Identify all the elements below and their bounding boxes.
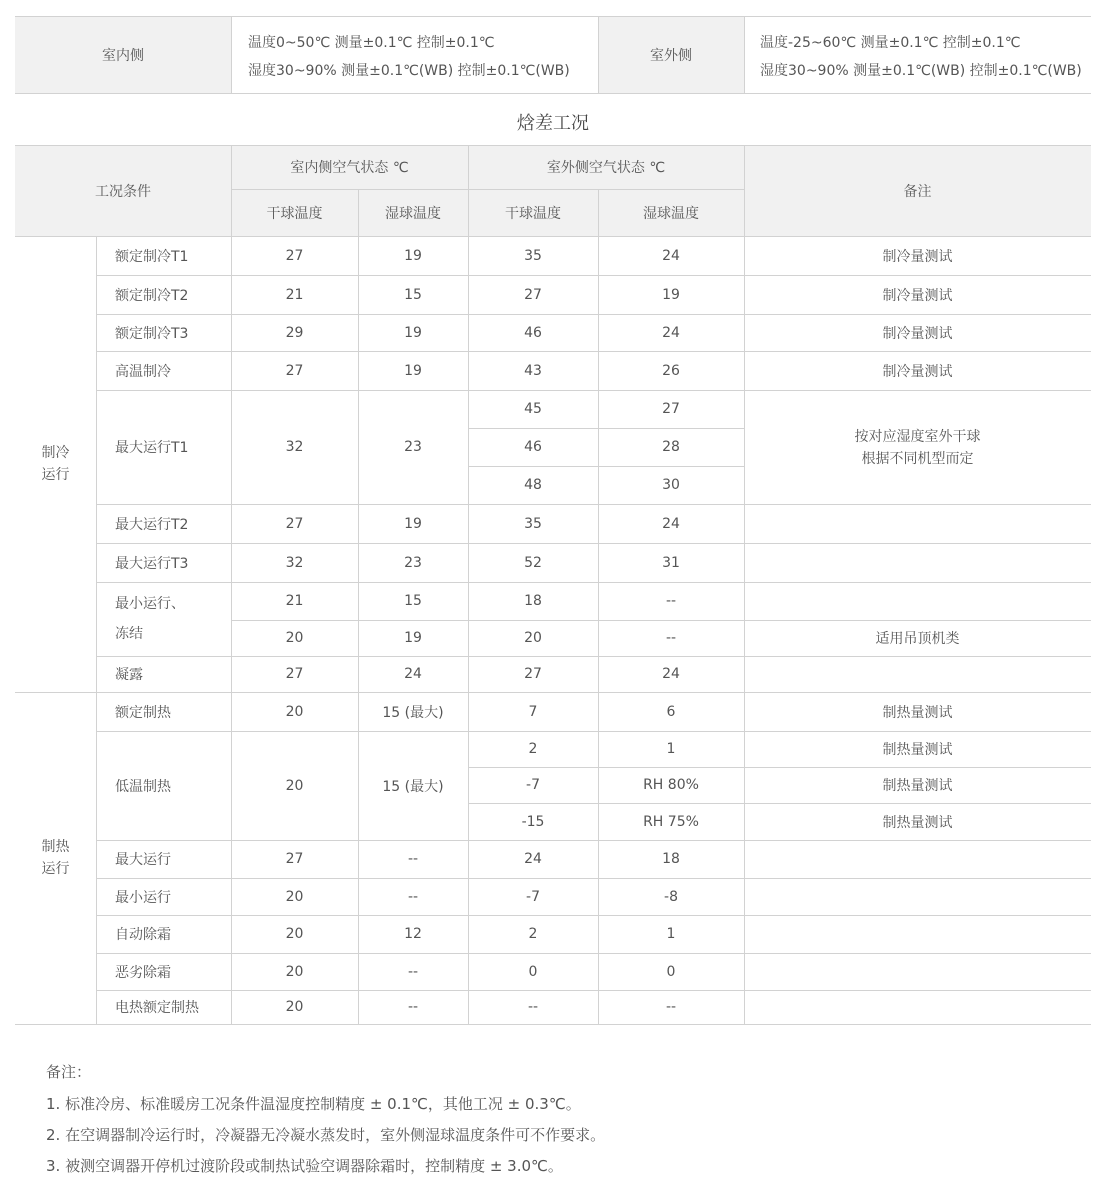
indoor-dry: 32 (285, 439, 304, 455)
row-name: 凝露 (115, 667, 143, 683)
outdoor-wet: 6 (666, 703, 676, 720)
remark: 制冷量测试 (882, 248, 953, 265)
indoor-wet: 19 (404, 324, 422, 341)
indoor-dry: 27 (285, 247, 304, 264)
remark: 制冷量测试 (882, 363, 953, 380)
outdoor-dry: 18 (524, 593, 542, 609)
row-name: 最大运行 (115, 852, 171, 868)
row-name: 自动除霜 (115, 927, 171, 943)
outdoor-wet: 27 (662, 401, 680, 417)
remark: 制冷量测试 (882, 325, 953, 342)
row-name: 额定制冷T2 (115, 287, 189, 304)
indoor-dry: 20 (285, 888, 304, 905)
row-name-line1: 最小运行、 (115, 596, 185, 612)
indoor-dry: 20 (285, 963, 304, 980)
outdoor-dry: 2 (528, 741, 538, 757)
remark: 制冷量测试 (882, 287, 953, 304)
row-name: 额定制热 (115, 704, 171, 721)
note-2: 2. 在空调器制冷运行时，冷凝器无冷凝水蒸发时，室外侧湿球温度条件可不作要求。 (46, 1126, 606, 1144)
indoor-dry: 32 (285, 554, 304, 571)
row-name: 低温制热 (115, 778, 171, 795)
indoor-wet: 15 (404, 286, 422, 303)
group-cooling-line2: 运行 (41, 467, 70, 483)
outdoor-dry: 46 (524, 324, 542, 341)
outdoor-wet: -- (665, 630, 677, 646)
indoor-dry: 20 (285, 777, 304, 794)
row-name: 最大运行T2 (115, 516, 189, 533)
group-cooling-line1: 制冷 (41, 445, 70, 461)
table-title: 焓差工况 (517, 113, 589, 134)
row-name (115, 582, 185, 656)
outdoor-dry: 0 (528, 963, 538, 980)
indoor-wet: 19 (404, 247, 422, 264)
indoor-wet: 19 (404, 630, 422, 646)
row-name: 最大运行T1 (115, 440, 189, 456)
indoor-wet: 19 (404, 362, 422, 379)
indoor-dry: 27 (285, 851, 304, 867)
row-name: 最大运行T3 (115, 555, 189, 572)
header-remarks: 备注 (903, 183, 932, 200)
outdoor-dry: 35 (524, 247, 542, 264)
outdoor-wet: 1 (666, 926, 676, 942)
outdoor-wet: 28 (662, 439, 680, 455)
remark-line1: 按对应湿度室外干球 (854, 429, 981, 445)
group-heating (15, 692, 96, 1024)
row-name: 额定制冷T1 (115, 248, 189, 265)
group-cooling (15, 236, 96, 692)
indoor-wet: 24 (404, 666, 422, 682)
indoor-wet: 23 (404, 439, 422, 455)
header-indoor-air: 室内侧空气状态 ℃ (290, 160, 409, 176)
outdoor-wet: -- (665, 593, 677, 609)
indoor-wet: 15 (最大) (382, 778, 444, 795)
outdoor-dry: -15 (521, 813, 545, 830)
outdoor-wet: 1 (666, 741, 676, 757)
remark: 制热量测试 (882, 742, 953, 758)
remark: 制热量测试 (882, 778, 953, 794)
outdoor-dry: 45 (524, 401, 542, 417)
indoor-dry: 27 (285, 515, 304, 532)
indoor-dry: 21 (285, 286, 304, 303)
indoor-dry: 20 (285, 703, 304, 720)
indoor-dry: 20 (285, 999, 304, 1015)
outdoor-wet: RH 75% (643, 813, 699, 830)
outdoor-dry: 48 (524, 477, 542, 493)
outdoor-wet: 24 (662, 324, 680, 341)
spec-indoor-line1: 温度0~50℃ 测量±0.1℃ 控制±0.1℃ (248, 35, 495, 51)
notes-heading: 备注： (46, 1063, 92, 1081)
outdoor-wet: 26 (662, 362, 680, 379)
outdoor-wet: 30 (662, 477, 680, 493)
outdoor-dry: -- (527, 999, 539, 1015)
row-name: 电热额定制热 (115, 1000, 199, 1016)
outdoor-wet: -- (665, 999, 677, 1015)
outdoor-dry: 24 (524, 851, 542, 867)
indoor-dry: 29 (285, 324, 304, 341)
outdoor-wet: 24 (662, 247, 680, 264)
indoor-dry: 20 (285, 630, 304, 646)
indoor-wet: -- (407, 963, 419, 980)
row-name: 最小运行 (115, 889, 171, 906)
outdoor-wet: RH 80% (643, 777, 699, 793)
outdoor-dry: 46 (524, 439, 542, 455)
indoor-dry: 27 (285, 362, 304, 379)
row-name: 高温制冷 (115, 363, 171, 380)
indoor-wet: 12 (404, 926, 422, 942)
outdoor-wet: 19 (662, 286, 680, 303)
outdoor-dry: 27 (524, 286, 542, 303)
outdoor-dry: 35 (524, 515, 542, 532)
note-3: 3. 被测空调器开停机过渡阶段或制热试验空调器除霜时，控制精度 ± 3.0℃。 (46, 1157, 563, 1175)
spec-indoor-label: 室内侧 (102, 47, 144, 64)
outdoor-dry: 52 (524, 554, 542, 571)
note-1: 1. 标准冷房、标准暖房工况条件温湿度控制精度 ± 0.1℃，其他工况 ± 0.3℃。 (46, 1095, 581, 1113)
outdoor-dry: 2 (528, 926, 538, 942)
outdoor-dry: 43 (524, 362, 542, 379)
outdoor-wet: 24 (662, 515, 680, 532)
outdoor-dry: -7 (526, 777, 540, 793)
outdoor-wet: 0 (666, 963, 676, 980)
spec-outdoor-line1: 温度-25~60℃ 测量±0.1℃ 控制±0.1℃ (760, 35, 1021, 51)
outdoor-wet: 24 (662, 666, 680, 682)
indoor-wet: 19 (404, 515, 422, 532)
indoor-dry: 27 (285, 666, 304, 682)
header-indoor-wet: 湿球温度 (385, 205, 441, 222)
remark: 适用吊顶机类 (875, 631, 960, 647)
header-outdoor-wet: 湿球温度 (643, 205, 699, 222)
remark: 制热量测试 (882, 814, 953, 831)
remark: 制热量测试 (882, 704, 953, 721)
row-name: 恶劣除霜 (115, 964, 171, 981)
header-condition: 工况条件 (95, 183, 151, 200)
group-heating-line2: 运行 (41, 861, 70, 877)
group-heating-line1: 制热 (41, 839, 70, 855)
row-name: 额定制冷T3 (115, 325, 189, 342)
remark (744, 400, 1091, 500)
indoor-wet: 15 (404, 593, 422, 609)
indoor-wet: 15 (最大) (382, 704, 444, 721)
indoor-wet: -- (407, 999, 419, 1015)
outdoor-wet: 31 (662, 554, 680, 571)
outdoor-wet: -8 (664, 888, 678, 905)
header-outdoor-air: 室外侧空气状态 ℃ (546, 160, 666, 176)
spec-outdoor-line2: 湿度30~90% 测量±0.1℃(WB) 控制±0.1℃(WB) (760, 63, 1082, 79)
outdoor-wet: 18 (662, 851, 680, 867)
outdoor-dry: -7 (526, 888, 540, 905)
header-outdoor-dry: 干球温度 (505, 205, 561, 222)
indoor-wet: 23 (404, 554, 422, 571)
row-name-line2: 冻结 (115, 626, 143, 642)
outdoor-dry: 27 (524, 666, 542, 682)
spec-outdoor-label: 室外侧 (650, 47, 692, 64)
indoor-dry: 20 (285, 926, 304, 942)
outdoor-dry: 7 (528, 703, 538, 720)
header-indoor-dry: 干球温度 (266, 205, 323, 222)
indoor-wet: -- (407, 888, 419, 905)
outdoor-dry: 20 (524, 630, 542, 646)
spec-indoor-line2: 湿度30~90% 测量±0.1℃(WB) 控制±0.1℃(WB) (248, 63, 570, 79)
remark-line2: 根据不同机型而定 (861, 451, 974, 467)
indoor-dry: 21 (285, 593, 304, 609)
indoor-wet: -- (407, 851, 419, 867)
